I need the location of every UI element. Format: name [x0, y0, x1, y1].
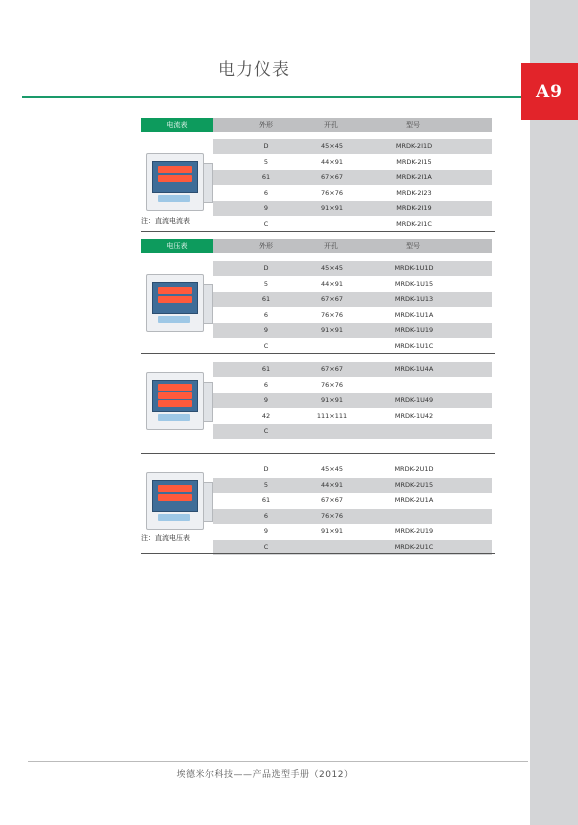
table-row: [213, 323, 492, 338]
table-row: [213, 362, 492, 377]
header-bar: [213, 118, 492, 132]
cell-shape: D: [263, 264, 269, 272]
cell-shape: 61: [261, 365, 271, 373]
section-label: 电压表: [141, 239, 213, 253]
cell-shape: 61: [261, 295, 271, 303]
cell-model: MRDK-1U42: [394, 411, 434, 420]
page-title: 电力仪表: [218, 60, 290, 80]
table-row: [213, 378, 492, 393]
cell-hole: 44×91: [321, 279, 343, 288]
table-row: [213, 478, 492, 493]
cell-shape: 42: [261, 411, 271, 420]
footer-text: 埃德米尔科技——产品选型手册（2012）: [176, 770, 354, 780]
cell-model: MRDK-1U49: [394, 396, 434, 404]
cell-hole: 67×67: [321, 365, 343, 373]
cell-model: MRDK-2U15: [394, 480, 434, 489]
cell-model: MRDK-2I1C: [396, 219, 432, 228]
cell-hole: 111×111: [316, 411, 348, 420]
table-row: [213, 393, 492, 408]
cell-shape: 9: [263, 396, 269, 404]
cell-hole: 91×91: [321, 326, 343, 334]
section-divider: [141, 453, 495, 454]
cell-model: MRDK-2U1C: [394, 542, 434, 551]
cell-model: MRDK-1U4A: [394, 365, 434, 373]
cell-hole: 76×76: [321, 380, 343, 389]
table-row: [213, 292, 492, 307]
section-divider: [141, 553, 495, 554]
cell-hole: 44×91: [321, 157, 343, 166]
page-tab: A9: [521, 63, 578, 120]
cell-shape: 61: [261, 496, 271, 504]
cell-model: MRDK-1U15: [394, 279, 434, 288]
table-row: [213, 462, 492, 477]
cell-hole: 67×67: [321, 496, 343, 504]
col-shape: 外形: [259, 121, 273, 129]
col-hole: 开孔: [324, 121, 338, 129]
table-row: [213, 509, 492, 524]
table-row: [213, 186, 492, 201]
footer-rule: [28, 761, 528, 762]
cell-model: MRDK-1U1D: [394, 264, 434, 272]
cell-shape: 5: [263, 157, 269, 166]
cell-shape: 9: [263, 527, 269, 535]
cell-shape: C: [263, 341, 269, 350]
table-row: [213, 424, 492, 439]
header-bar: [213, 239, 492, 253]
side-strip: [530, 0, 578, 825]
cell-model: MRDK-1U13: [394, 295, 434, 303]
cell-shape: 6: [263, 310, 269, 319]
cell-hole: 91×91: [321, 396, 343, 404]
cell-model: MRDK-2I15: [396, 157, 432, 166]
cell-shape: 9: [263, 204, 269, 212]
table-header-current: [141, 118, 492, 132]
col-model: 型号: [406, 121, 420, 129]
table-row: [213, 308, 492, 323]
cell-hole: 76×76: [321, 310, 343, 319]
section-divider: [141, 231, 495, 232]
cell-hole: 76×76: [321, 511, 343, 520]
cell-shape: 6: [263, 188, 269, 197]
table-row: [213, 261, 492, 276]
note-dc-current: 注：直流电流表: [141, 217, 190, 225]
cell-shape: 9: [263, 326, 269, 334]
cell-model: MRDK-2I23: [396, 188, 432, 197]
cell-shape: D: [263, 465, 269, 473]
cell-shape: C: [263, 427, 269, 435]
cell-hole: 44×91: [321, 480, 343, 489]
cell-model: MRDK-2U1D: [394, 465, 434, 473]
cell-model: MRDK-2I1A: [396, 173, 432, 181]
cell-model: MRDK-2I1D: [395, 142, 433, 150]
cell-model: MRDK-1U1A: [394, 310, 434, 319]
cell-hole: 45×45: [321, 465, 343, 473]
table-row: [213, 409, 492, 424]
cell-hole: 91×91: [321, 204, 343, 212]
cell-shape: C: [263, 542, 269, 551]
cell-shape: D: [263, 142, 269, 150]
table-row: [213, 170, 492, 185]
cell-shape: 5: [263, 279, 269, 288]
table-row: [213, 524, 492, 539]
cell-hole: 67×67: [321, 173, 343, 181]
cell-shape: 61: [261, 173, 271, 181]
col-hole: 开孔: [324, 242, 338, 250]
table-row: [213, 139, 492, 154]
table-row: [213, 201, 492, 216]
table-row: [213, 217, 492, 232]
cell-hole: 45×45: [321, 264, 343, 272]
section-divider: [141, 353, 495, 354]
cell-shape: 6: [263, 511, 269, 520]
col-shape: 外形: [259, 242, 273, 250]
table-row: [213, 493, 492, 508]
section-label: 电流表: [141, 118, 213, 132]
col-model: 型号: [406, 242, 420, 250]
note-dc-voltage: 注：直流电压表: [141, 534, 190, 542]
cell-model: MRDK-2U1A: [394, 496, 434, 504]
cell-hole: 67×67: [321, 295, 343, 303]
cell-model: MRDK-1U19: [394, 326, 434, 334]
cell-model: MRDK-2U19: [394, 527, 434, 535]
cell-shape: 6: [263, 380, 269, 389]
cell-shape: 5: [263, 480, 269, 489]
table-row: [213, 277, 492, 292]
cell-shape: C: [263, 219, 269, 228]
cell-hole: 76×76: [321, 188, 343, 197]
table-row: [213, 155, 492, 170]
cell-hole: 91×91: [321, 527, 343, 535]
table-row: [213, 339, 492, 354]
title-rule: [22, 96, 521, 98]
table-header-voltage: [141, 239, 492, 253]
cell-model: MRDK-1U1C: [394, 341, 434, 350]
cell-hole: 45×45: [321, 142, 343, 150]
cell-model: MRDK-2I19: [396, 204, 432, 212]
